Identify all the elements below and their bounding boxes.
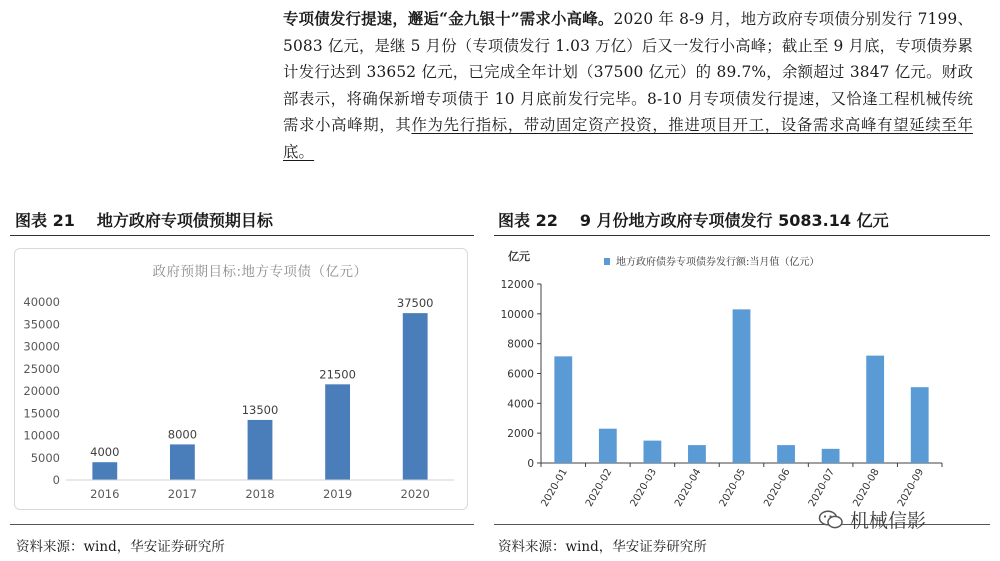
paragraph-underlined-text: 作为先行指标，带动固定资产投资，推进项目开工，设备需求高峰有望延续至年底。	[283, 116, 973, 161]
figure-21-source: 资料来源：wind，华安证券研究所	[16, 539, 225, 555]
chart-left-data-label-2020: 37500	[396, 296, 434, 311]
figure-22-title: 9 月份地方政府专项债发行 5083.14 亿元	[579, 211, 889, 230]
chart-right-bar-2020-03	[643, 441, 661, 463]
figure-22-number: 图表 22	[498, 211, 558, 230]
chart-right-bar-2020-08	[866, 356, 884, 463]
chart-left-data-label-2018: 13500	[241, 402, 279, 417]
chart-left-ytick-7: 35000	[23, 317, 60, 332]
chart-left-ytick-0: 0	[52, 473, 60, 487]
chart-left-xtick-2020: 2020	[400, 487, 430, 501]
chart-right-ytick-4: 8000	[507, 338, 534, 351]
chart-right-ytick-1: 2000	[507, 428, 534, 441]
chart-right-xtick-2020-03: 2020-03	[628, 467, 659, 509]
figure-21-top-rule	[10, 235, 474, 236]
wechat-icon	[818, 510, 844, 530]
chart-left-data-label-2019: 21500	[319, 367, 356, 382]
chart-right-ytick-5: 10000	[500, 308, 534, 321]
chart-left-ytick-3: 15000	[23, 406, 60, 421]
chart-right-bar-2020-06	[777, 445, 795, 463]
chart-right-bar-2020-05	[733, 309, 751, 463]
chart-left-ytick-6: 30000	[23, 339, 60, 354]
chart-right-xtick-2020-05: 2020-05	[717, 467, 749, 509]
watermark	[818, 506, 926, 533]
paragraph-bold-lead: 专项债发行提速，邂逅“金九银十”需求小高峰。	[283, 10, 614, 28]
chart-left-xtick-2016: 2016	[90, 487, 120, 501]
chart-right-bar-2020-01	[554, 356, 572, 463]
chart-left-bar-2019	[325, 384, 350, 480]
chart-right-xtick-2020-04: 2020-04	[673, 467, 704, 509]
paragraph-text: 2020 年 8-9 月，地方政府专项债分别发行 7199、5083 亿元，是继 5 月份（专项债发行 1.03 万亿）后又一发行小高峰；截止至 9 月底，专项债券累计发行达到 33652 亿元，已完成全年计划（37500 亿元）的 89.7%，余额超过 3847 亿元。财政部表示，将确保新增专项债于 10 月底前发行完毕。8-10 月专项债发行提速，又恰逢工程机械传统需求小高峰期，其	[283, 10, 973, 135]
chart-left-xtick-2019: 2019	[322, 487, 353, 501]
figure-21-title: 地方政府专项债预期目标	[96, 211, 273, 230]
chart-right-xtick-2020-07: 2020-07	[806, 467, 838, 509]
chart-left-xtick-2017: 2017	[167, 487, 198, 501]
chart-right-ytick-6: 12000	[500, 279, 534, 291]
chart-right-ytick-2: 4000	[507, 398, 534, 411]
figure-22-heading	[498, 208, 889, 231]
chart-left-bar-2017	[170, 444, 195, 480]
chart-left-data-label-2016: 4000	[90, 445, 120, 460]
figure-22-top-rule	[494, 235, 990, 236]
chart-right-ytick-0: 0	[527, 458, 534, 470]
chart-right-legend-label: 地方政府债券专项债券发行额:当月值（亿元）	[616, 257, 820, 268]
chart-right-xtick-2020-06: 2020-06	[762, 467, 793, 509]
figure-22-source: 资料来源：wind，华安证券研究所	[498, 539, 707, 555]
figure-21-heading	[15, 208, 273, 231]
chart-left-bar-2020	[403, 313, 428, 480]
watermark-text: 机械信影	[850, 510, 927, 532]
chart-right-xtick-2020-02: 2020-02	[584, 467, 615, 509]
chart-right-xtick-2020-01: 2020-01	[539, 467, 570, 509]
chart-right-xtick-2020-09: 2020-09	[895, 467, 927, 509]
chart-left-bar-2018	[248, 420, 273, 480]
chart-right-bar-2020-07	[822, 449, 840, 463]
chart-right	[494, 244, 990, 522]
chart-left-ytick-5: 25000	[23, 361, 60, 376]
chart-right-xtick-2020-08: 2020-08	[851, 467, 882, 509]
chart-left-data-label-2017: 8000	[167, 427, 198, 442]
chart-right-bar-2020-04	[688, 445, 706, 463]
chart-left-bar-2016	[92, 462, 117, 480]
chart-left	[14, 248, 466, 508]
chart-left-ytick-4: 20000	[23, 384, 60, 398]
chart-right-ylabel: 亿元	[508, 250, 530, 263]
summary-paragraph	[283, 6, 973, 166]
figure-21-bottom-rule	[10, 524, 474, 525]
chart-left-xtick-2018: 2018	[245, 487, 275, 501]
chart-left-ytick-1: 5000	[30, 450, 60, 465]
chart-left-title: 政府预期目标:地方专项债（亿元）	[152, 264, 368, 280]
chart-right-bar-2020-09	[911, 387, 929, 463]
figure-21-number: 图表 21	[15, 211, 75, 230]
chart-right-bar-2020-02	[599, 429, 617, 463]
chart-left-ytick-2: 10000	[23, 428, 60, 443]
chart-right-legend-swatch	[604, 258, 610, 265]
chart-left-ytick-8: 40000	[23, 295, 60, 309]
chart-right-ytick-3: 6000	[507, 368, 534, 381]
